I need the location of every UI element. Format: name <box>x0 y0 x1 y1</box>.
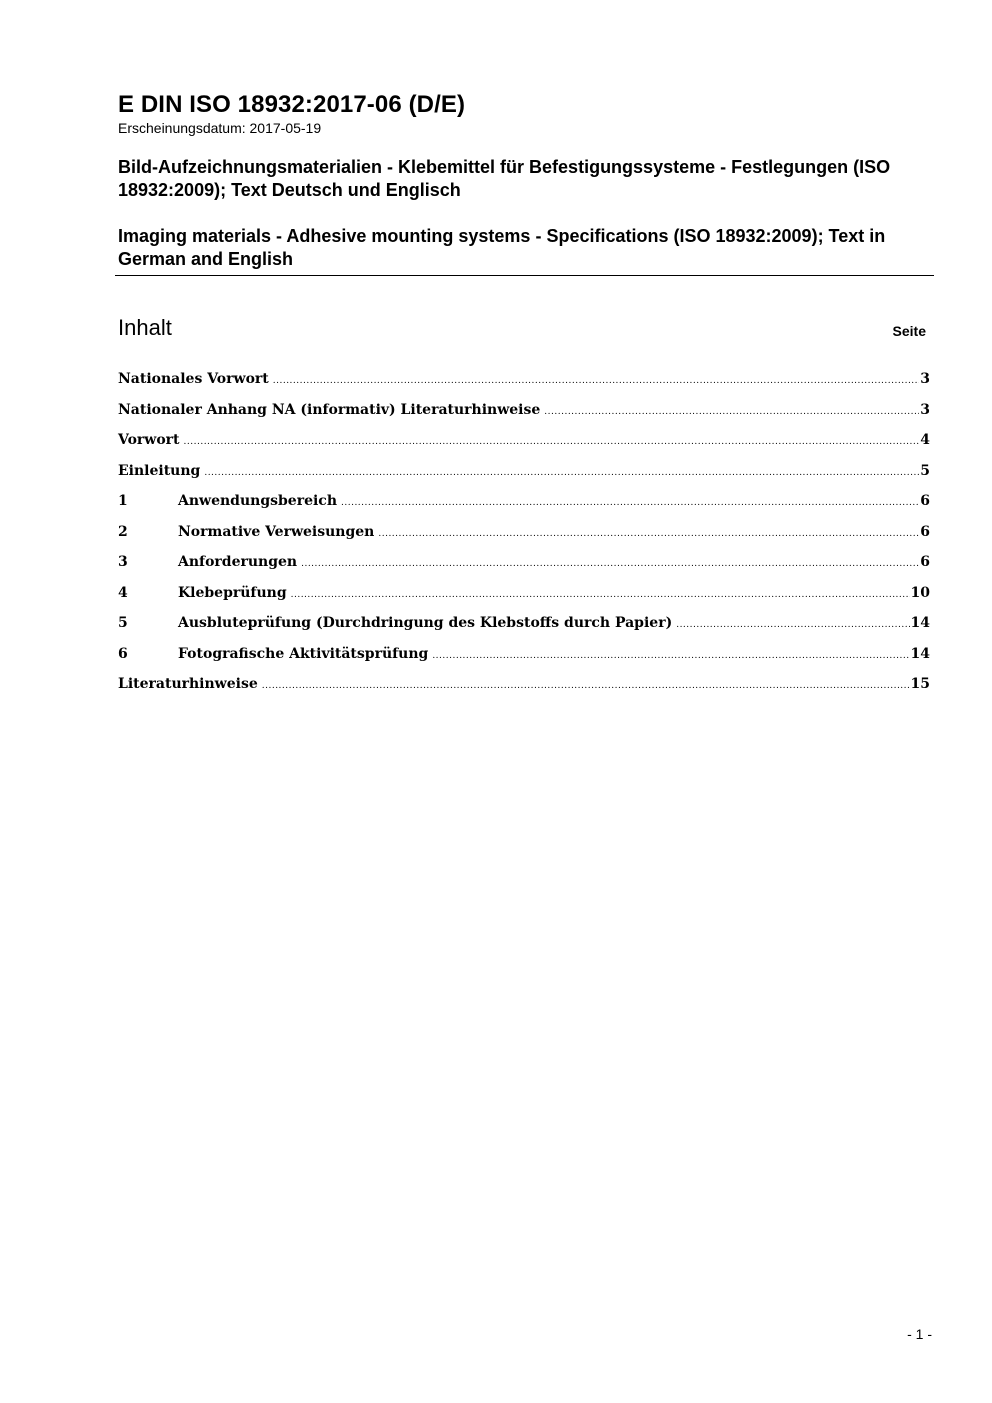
toc-dot-leader <box>432 651 909 661</box>
toc-entry-number: 4 <box>118 584 128 601</box>
toc-entry-label: Klebeprüfung <box>178 584 287 601</box>
toc-entry-page: 4 <box>920 432 930 448</box>
toc-entry-page: 6 <box>920 554 930 570</box>
toc-entry-label: Literaturhinweise <box>118 676 258 692</box>
toc-entry-page: 6 <box>920 493 930 509</box>
title-german: Bild-Aufzeichnungsmaterialien - Klebemittel für Befestigungssysteme - Festlegungen (ISO 18932:2009); Text Deutsch und Englisch <box>118 157 891 200</box>
toc-dot-leader <box>676 620 909 630</box>
toc-entry-number: 2 <box>118 523 128 540</box>
document-header <box>118 90 934 271</box>
toc-entry-page: 3 <box>920 401 930 418</box>
toc-entry-literaturhinweise[interactable] <box>118 676 930 707</box>
toc-entry-page: 3 <box>920 371 930 387</box>
toc-dot-leader <box>262 681 910 691</box>
toc-entry-section-6[interactable] <box>118 646 930 677</box>
toc-entry-section-5[interactable] <box>118 615 930 646</box>
toc-entry-label: Anwendungsbereich <box>178 493 337 509</box>
toc-entry-number: 5 <box>118 615 128 631</box>
toc-entry-page: 5 <box>920 462 930 479</box>
page-number: - 1 - <box>907 1326 932 1342</box>
toc-dot-leader <box>378 529 919 539</box>
toc-dot-leader <box>184 437 920 447</box>
toc-entry-page: 14 <box>910 615 930 631</box>
toc-entry-number: 6 <box>118 645 128 662</box>
toc-entry-page: 15 <box>910 676 930 692</box>
header-divider <box>115 275 934 276</box>
toc-entry-label: Anforderungen <box>178 554 298 570</box>
toc-entry-number: 3 <box>118 554 128 570</box>
toc-dot-leader <box>291 590 910 600</box>
toc-entry-vorwort[interactable] <box>118 432 930 463</box>
toc-entry-label: Nationaler Anhang NA (informativ) Literaturhinweise <box>118 401 541 418</box>
toc-entry-label: Vorwort <box>118 432 180 448</box>
toc-entry-section-2[interactable] <box>118 524 930 555</box>
toc-heading <box>118 314 926 344</box>
toc-entry-nationales-vorwort[interactable] <box>118 371 930 402</box>
toc-entry-label: Einleitung <box>118 462 201 479</box>
toc-entry-section-3[interactable] <box>118 554 930 585</box>
document-id: E DIN ISO 18932:2017-06 (D/E) <box>118 91 466 118</box>
toc-entry-number: 1 <box>118 493 128 509</box>
toc-page-column-label: Seite <box>892 323 926 339</box>
toc-entry-page: 14 <box>910 645 930 662</box>
toc-entry-page: 10 <box>910 584 930 601</box>
toc-dot-leader <box>204 468 919 478</box>
toc-entry-label: Nationales Vorwort <box>118 371 269 387</box>
toc-entry-einleitung[interactable] <box>118 463 930 494</box>
table-of-contents <box>118 371 930 707</box>
toc-entry-label: Normative Verweisungen <box>178 523 375 540</box>
toc-entry-section-1[interactable] <box>118 493 930 524</box>
toc-entry-page: 6 <box>920 523 930 540</box>
toc-dot-leader <box>301 559 919 569</box>
toc-entry-section-4[interactable] <box>118 585 930 616</box>
toc-entry-label: Fotografische Aktivitätsprüfung <box>178 645 429 662</box>
publication-date: Erscheinungsdatum: 2017-05-19 <box>118 120 322 136</box>
toc-dot-leader <box>544 407 919 417</box>
toc-dot-leader <box>273 376 920 386</box>
toc-entry-nationaler-anhang[interactable] <box>118 402 930 433</box>
toc-dot-leader <box>341 498 919 508</box>
title-english: Imaging materials - Adhesive mounting systems - Specifications (ISO 18932:2009); Text in German and English <box>118 226 886 269</box>
toc-title: Inhalt <box>118 315 172 340</box>
toc-entry-label: Ausbluteprüfung (Durchdringung des Klebstoffs durch Papier) <box>178 615 673 631</box>
